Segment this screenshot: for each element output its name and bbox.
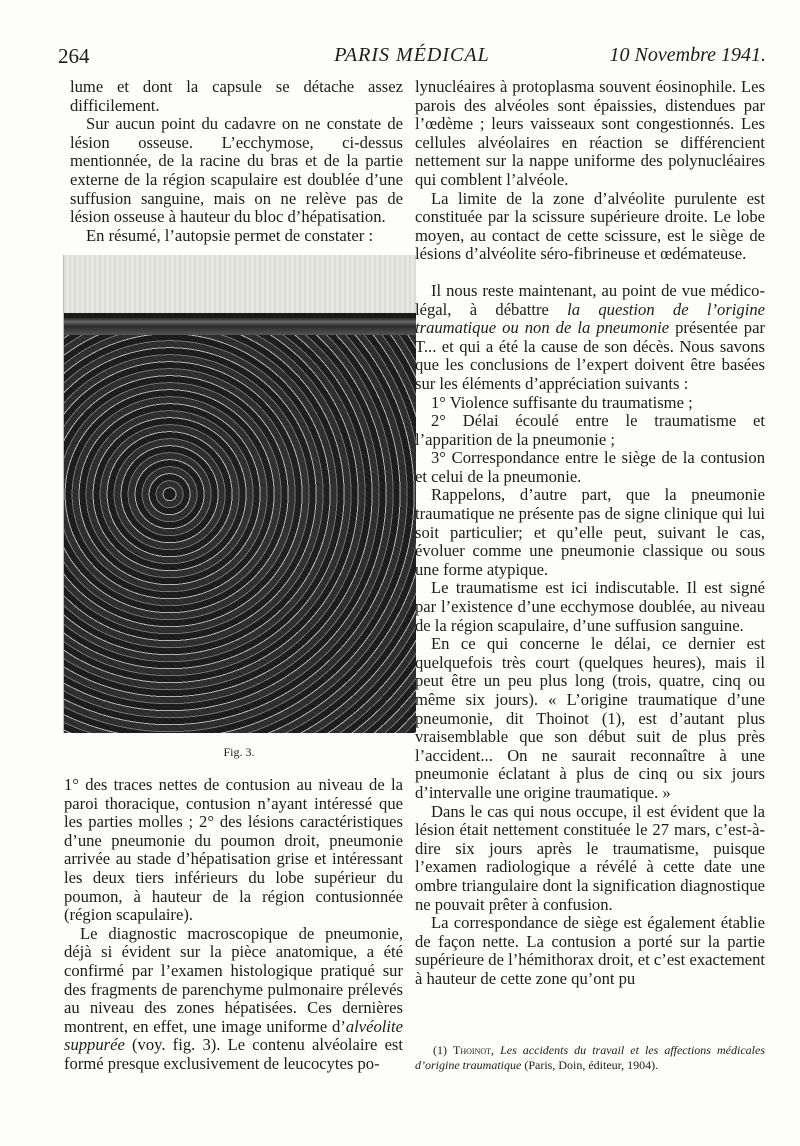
paragraph: Sur aucun point du cadavre on ne constate de lésion osseuse. L’ecchymose, ci-dessus mentionnée, de la racine du bras et de la partie externe de la région scapulaire est doublée d’une suffusion sanguine, mais on ne relève pas de lésion osseuse à hauteur du bloc d’hépatisation.	[70, 114, 403, 227]
running-header	[58, 44, 766, 68]
text-run: présentée par T... et qui a été la cause de son décès. Nous savons que les conclusions de l’expert doivent être basées sur les éléments d’appréciation suivants :	[415, 318, 765, 393]
paragraph: Dans le cas qui nous occupe, il est évident que la lésion était nettement constituée le 27 mars, c’est-à-dire six jours après le traumatisme, puisque l’examen radiologique a révélé à cette date une ombre triangulaire dont la signification diagnostique ne pouvait prêter à confusion.	[415, 801, 765, 914]
figure-pleura-region	[64, 255, 416, 313]
paragraph: En ce qui concerne le délai, ce dernier est quelquefois très court (quelques heures), mais il peut être un peu plus long (trois, quatre, cinq ou même six jours). « L’origine traumatique d’une pneumonie, dit Thoinot (1), est d’autant plus vraisemblable que son début suit de plus près l’accident... On ne saurait reconnaître à une pneumonie éclatant à plus de cinq ou six jours d’intervalle une origine traumatique. »	[415, 634, 765, 802]
text-run: (voy. fig. 3). Le contenu alvéolaire est formé presque exclusivement de leucocytes po-	[64, 1035, 403, 1073]
list-item: 3° Correspondance entre le siège de la contusion et celui de la pneumonie.	[415, 448, 765, 486]
paragraph: En résumé, l’autopsie permet de constater :	[86, 225, 374, 245]
paragraph: La limite de la zone d’alvéolite purulente est constituée par la scissure supérieure droite. Le lobe moyen, au contact de cette scissure, est le siège de lésions d’alvéolite séro-fibrineuse et œdémateuse.	[415, 188, 765, 264]
paragraph: lynucléaires à protoplasma souvent éosinophile. Les parois des alvéoles sont épaissies, distendues par l’œdème ; leurs vaisseaux sont congestionnés. Les cellules alvéolaires en réaction se différencient nettement sur la nappe uniforme des polynucléaires qui comblent l’alvéole.	[415, 77, 765, 189]
list-item: 2° Délai écoulé entre le traumatisme et l’apparition de la pneumonie ;	[415, 411, 765, 449]
paragraph: 1° des traces nettes de contusion au niveau de la paroi thoracique, contusion n’ayant intéressé que les parties molles ; 2° des lésions caractéristiques d’une pneumonie du poumon droit, pneumonie arrivée au stade d’hépatisation grise et intéressant les deux tiers inférieurs du lobe supérieur du poumon, à hauteur de la région contusionnée (région scapulaire).	[64, 775, 403, 925]
left-column-top	[70, 78, 403, 245]
emphasis: la question de l’origine traumatique ou non de la pneumonie	[415, 299, 765, 338]
left-column-bottom	[64, 776, 403, 1074]
text-run: Le diagnostic macroscopique de pneumonie, déjà si évident sur la pièce anatomique, a été confirmé par l’examen histologique pratiqué sur des fragments de parenchyme pulmonaire prélevés au niveau des zones hépatisées. Ces dernières montrent, en effet, une image uniforme d’	[64, 923, 403, 1036]
figure-lung-tissue	[64, 335, 416, 733]
list-item: 1° Violence suffisante du traumatisme ;	[431, 392, 693, 412]
figure-membrane-band	[64, 313, 416, 335]
issue-date: 10 Novembre 1941.	[609, 44, 766, 66]
figure-caption: Fig. 3.	[223, 745, 255, 759]
footnote	[415, 1043, 765, 1073]
emphasis: alvéolite suppurée	[64, 1016, 403, 1055]
text-run: (Paris, Doin, éditeur, 1904).	[521, 1058, 659, 1072]
text-run: Il nous reste maintenant, au point de vue médico-légal, à débattre	[415, 280, 765, 319]
footnote-title: Les accidents du travail et les affections médicales d’origine traumatique	[415, 1043, 766, 1072]
footnote-author: Thoinot	[453, 1043, 492, 1057]
page-number: 264	[58, 44, 90, 68]
paragraph	[415, 282, 765, 394]
histology-figure	[63, 255, 416, 733]
paragraph: La correspondance de siège est également établie de façon nette. La contusion a porté sur la partie supérieure de l’hémithorax droit, et c’est exactement à hauteur de cette zone qu’ont pu	[415, 913, 765, 988]
paragraph: Le traumatisme est ici indiscutable. Il est signé par l’existence d’une ecchymose doublée, au niveau de la région scapulaire, d’une suffusion sanguine.	[415, 578, 765, 635]
footnote-marker: (1)	[433, 1043, 454, 1057]
paragraph: lume et dont la capsule se détache assez difficilement.	[70, 77, 403, 115]
journal-title: PARIS MÉDICAL	[334, 44, 490, 66]
paragraph	[64, 925, 403, 1074]
paragraph: Rappelons, d’autre part, que la pneumonie traumatique ne présente pas de signe clinique qui lui soit particulier; et qu’elle peut, suivant le cas, évoluer comme une pneumonie classique ou sous une forme atypique.	[415, 485, 765, 579]
text-run: ,	[491, 1043, 501, 1057]
right-column	[415, 78, 765, 989]
